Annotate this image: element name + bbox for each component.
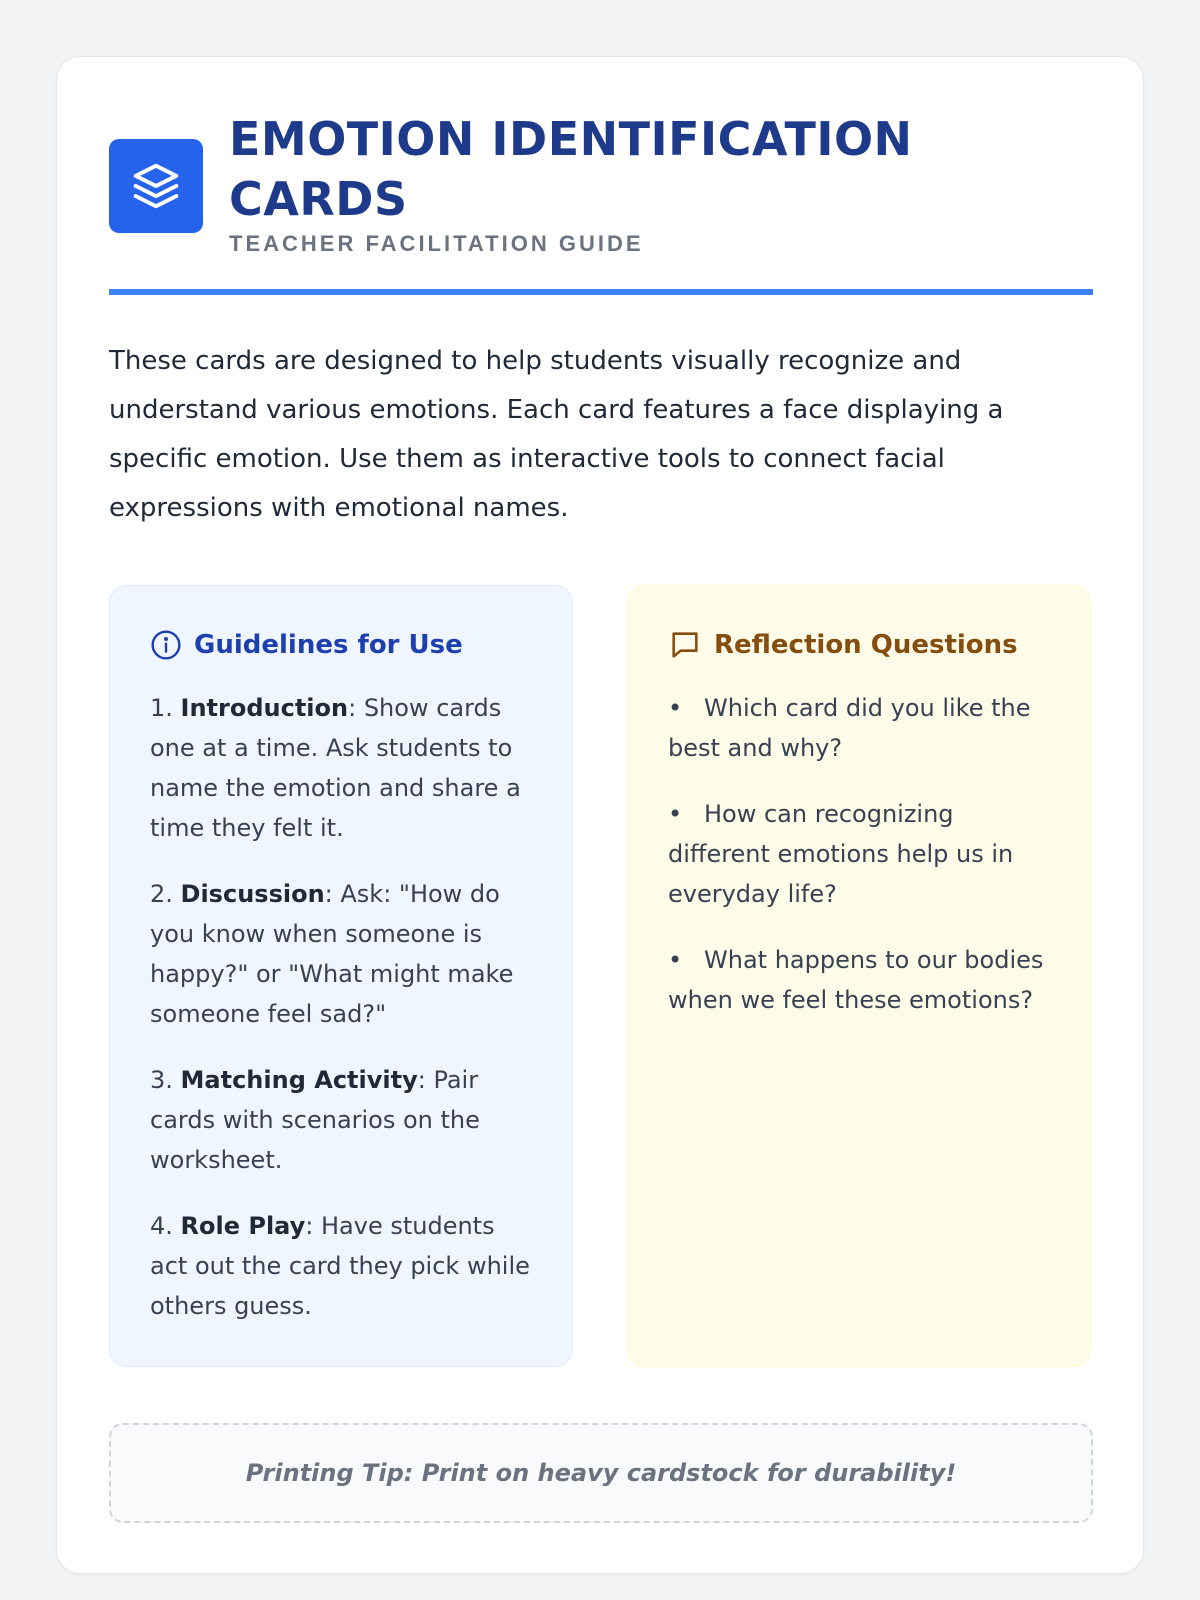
reflection-panel [627, 585, 1091, 1367]
guidelines-list [150, 688, 532, 1326]
title-line-2: CARDS [229, 172, 408, 226]
guideline-term: Introduction [180, 694, 349, 722]
guideline-term: Matching Activity [180, 1066, 418, 1094]
guideline-number: 2. [150, 880, 181, 908]
bullet-dot-icon: • [668, 946, 683, 974]
title-line-1: EMOTION IDENTIFICATION [229, 112, 913, 166]
guidelines-title: Guidelines for Use [194, 630, 463, 660]
intro-paragraph: These cards are designed to help students visually recognize and understand various emotions. Each card features a face displaying a specific emotion. Use them as interactive tools to connect facial expressions with emotional names. [109, 346, 1004, 523]
speech-bubble-icon [668, 628, 702, 662]
page-subtitle: TEACHER FACILITATION GUIDE [229, 231, 644, 256]
logo-badge [109, 139, 203, 233]
reflection-question [668, 794, 1050, 914]
stacked-layers-icon [129, 159, 183, 213]
reflection-question-text: What happens to our bodies when we feel these emotions? [668, 946, 1044, 1014]
guideline-item [150, 874, 532, 1034]
guideline-text: : Have students act out the card they pick while others guess. [150, 1212, 530, 1320]
page-title [229, 109, 913, 229]
reflection-question-text: How can recognizing different emotions help us in everyday life? [668, 800, 1014, 908]
bullet-dot-icon: • [668, 800, 683, 828]
guideline-item [150, 688, 532, 848]
reflection-list [668, 688, 1050, 1020]
reflection-question [668, 940, 1050, 1020]
guideline-item [150, 1060, 532, 1180]
guide-card [56, 56, 1144, 1574]
reflection-question-text: Which card did you like the best and why? [668, 694, 1031, 762]
guideline-item [150, 1206, 532, 1326]
guideline-text: : Pair cards with scenarios on the worksheet. [150, 1066, 480, 1174]
header-divider [109, 289, 1093, 295]
guidelines-heading [150, 626, 532, 664]
guidelines-panel [109, 585, 573, 1367]
guideline-text: : Show cards one at a time. Ask students to name the emotion and share a time they felt it. [150, 694, 521, 842]
info-circle-icon [150, 629, 182, 661]
guideline-text: : Ask: "How do you know when someone is happy?" or "What might make someone feel sad?" [150, 880, 514, 1028]
guideline-term: Discussion [180, 880, 325, 908]
printing-tip: Printing Tip: Print on heavy cardstock for durability! [109, 1423, 1093, 1523]
reflection-title: Reflection Questions [714, 630, 1018, 660]
bullet-dot-icon: • [668, 694, 683, 722]
reflection-question [668, 688, 1050, 768]
guideline-number: 1. [150, 694, 181, 722]
guideline-number: 3. [150, 1066, 181, 1094]
reflection-heading [668, 626, 1050, 664]
guideline-number: 4. [150, 1212, 181, 1240]
guideline-term: Role Play [180, 1212, 306, 1240]
